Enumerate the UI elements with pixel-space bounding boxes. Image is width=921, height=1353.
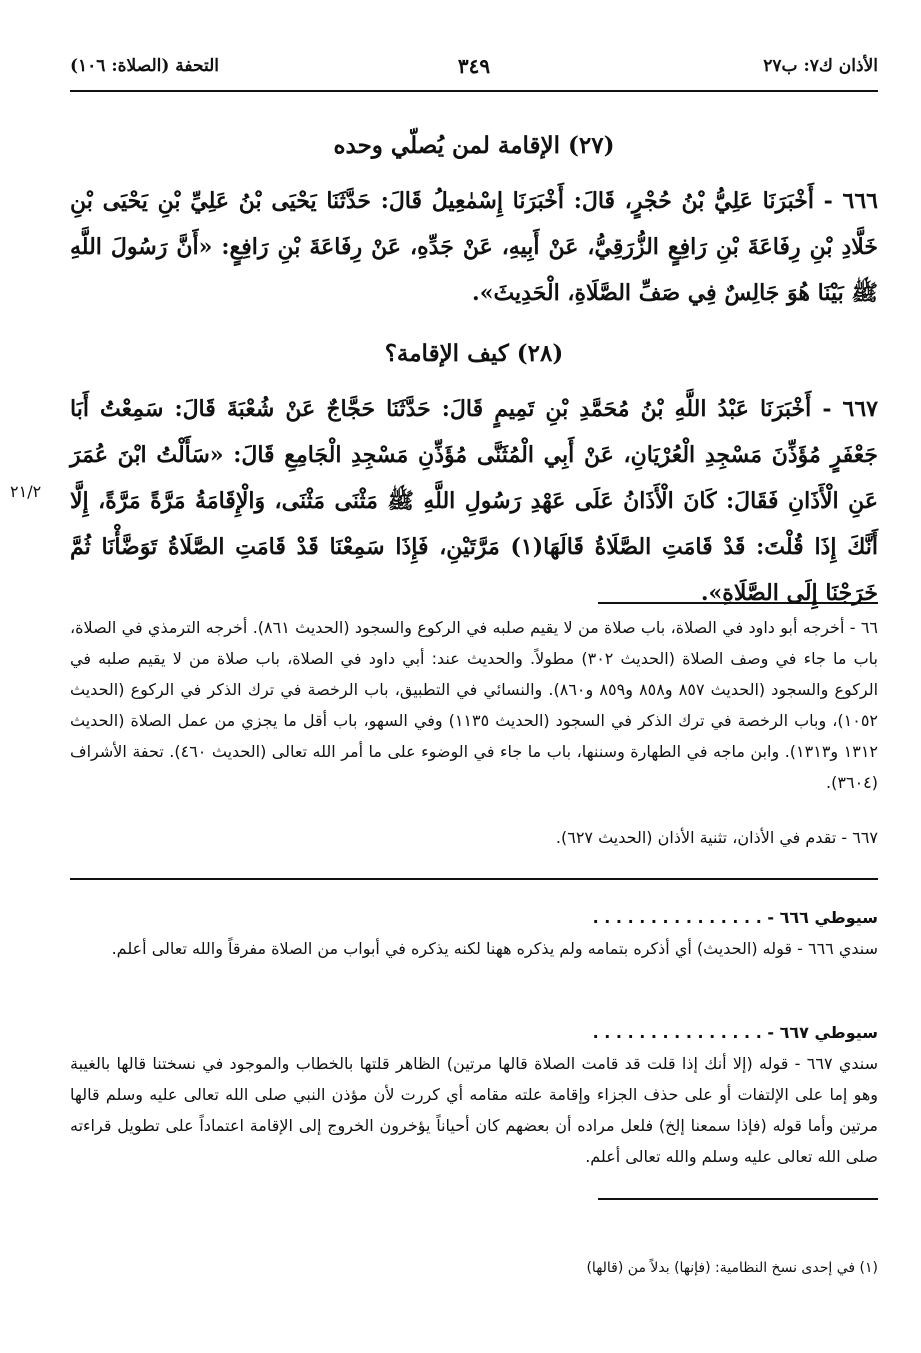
suyuti-666-label: سيوطي ٦٦٦ - — [767, 908, 878, 927]
suyuti-666-heading — [70, 902, 878, 933]
book-page — [10, 50, 879, 1276]
section-27-title: (٢٧) الإقامة لمن يُصلّي وحده — [333, 132, 615, 159]
page-header — [70, 50, 878, 92]
footnote-divider — [598, 1198, 878, 1200]
notes-divider — [598, 602, 878, 604]
chapter-reference: الأذان ك٧: ب٢٧ — [763, 56, 878, 76]
dotted-leader: . . . . . . . . . . . . . . . — [592, 1023, 762, 1042]
margin-reference: ٢١/٢ — [10, 482, 42, 501]
suyuti-667-label: سيوطي ٦٦٧ - — [767, 1023, 878, 1042]
suyuti-667-heading — [70, 1017, 878, 1048]
commentary-divider — [70, 878, 878, 880]
takhrij-note-666: ٦٦ - أخرجه أبو داود في الصلاة، باب صلاة من لا يقيم صلبه في الركوع والسجود (الحديث ٨٦١). أخرجه الترمذي في الصلاة، باب ما جاء في وصف الصلاة (الحديث ٣٠٢) مطولاً. والحديث عند: أبي داود في الصلاة، باب صلاة من لا يقيم صلبه في الركوع والسجود (الحديث ٨٥٧ و٨٥٨ و٨٥٩ و٨٦٠). والنسائي في التطبيق، باب الرخصة في ترك الذكر في الركوع (الحديث ١٠٥٢)، وباب الرخصة في ترك الذكر في السجود (الحديث ١١٣٥) وفي السهو، باب أقل ما يجزي من عمل الصلاة (الحديث ١٣١٢ و١٣١٣). وابن ماجه في الطهارة وسننها، باب ما جاء في الوضوء على ما أمر الله تعالى (الحديث ٤٦٠). تحفة الأشراف (٣٦٠٤). — [70, 618, 879, 792]
section-28-title: (٢٨) كيف الإقامة؟ — [384, 340, 564, 367]
sindi-667-commentary: سندي ٦٦٧ - قوله (إلا أنك إذا قلت قد قامت الصلاة قالها مرتين) الظاهر قلتها بالخطاب والموجود في نسختنا قالها بالغيبة وهو إما على الإلتفات أو على حذف الجزاء وإقامة علته مقامه أي كررت لأن مؤذن النبي صلى الله تعالى عليه وسلم قالها مرتين وأما قوله (فإذا سمعنا إلخ) فلعل مراده أن بعضهم كان أحياناً يؤخرون الخروج إلى الإقامة اعتماداً على تطويل قراءته صلى الله تعالى عليه وسلم والله تعالى أعلم. — [70, 1054, 878, 1166]
dotted-leader: . . . . . . . . . . . . . . . — [592, 908, 762, 927]
page-number: ٣٤٩ — [457, 54, 491, 78]
hadith-667: ٦٦٧ - أَخْبَرَنَا عَبْدُ اللَّهِ بْنُ مُحَمَّدِ بْنِ تَمِيمٍ قَالَ: حَدَّثَنَا حَجَّاجٌ عَنْ شُعْبَةَ قَالَ: سَمِعْتُ أَبَا جَعْفَرٍ مُؤَذِّنَ مَسْجِدِ الْعُرْيَانِ، عَنْ أَبِي الْمُثَنَّى مُؤَذِّنِ مَسْجِدِ الْجَامِعِ قَالَ: «سَأَلْتُ ابْنَ عُمَرَ عَنِ الْأَذَانِ فَقَالَ: كَانَ الْأَذَانُ عَلَى عَهْدِ رَسُولِ اللَّهِ ﷺ مَثْنَى مَثْنَى، وَالْإِقَامَةُ مَرَّةً مَرَّةً، إِلَّا أَنَّكَ إِذَا قُلْتَ: قَدْ قَامَتِ الصَّلَاةُ قَالَهَا(١) مَرَّتَيْنِ، فَإِذَا سَمِعْنَا قَدْ قَامَتِ الصَّلَاةُ تَوَضَّأْنَا ثُمَّ خَرَجْنَا إِلَى الصَّلَاةِ». — [70, 396, 879, 606]
footnote: (١) في إحدى نسخ النظامية: (فإنها) بدلاً من (قالها) — [586, 1260, 878, 1276]
takhrij-note-667: ٦٦٧ - تقدم في الأذان، تثنية الأذان (الحديث ٦٢٧). — [555, 828, 878, 847]
tuhfa-reference: التحفة (الصلاة: ١٠٦) — [70, 56, 220, 76]
sindi-666-commentary: سندي ٦٦٦ - قوله (الحديث) أي أذكره بتمامه ولم يذكره ههنا لكنه يذكره في أبواب من الصلاة مفرقاً والله تعالى أعلم. — [111, 939, 878, 958]
hadith-666: ٦٦٦ - أَخْبَرَنَا عَلِيُّ بْنُ حُجْرٍ، قَالَ: أَخْبَرَنَا إِسْمٰعِيلُ قَالَ: حَدَّثَنَا يَحْيَى بْنُ عَلِيِّ بْنِ يَحْيَى بْنِ خَلَّادِ بْنِ رِفَاعَةَ بْنِ رَافِعٍ الزُّرَقِيُّ، عَنْ أَبِيهِ، عَنْ جَدِّهِ، عَنْ رِفَاعَةَ بْنِ رَافِعٍ: «أَنَّ رَسُولَ اللَّهِ ﷺ بَيْنَا هُوَ جَالِسٌ فِي صَفِّ الصَّلَاةِ، الْحَدِيثَ». — [70, 188, 878, 306]
